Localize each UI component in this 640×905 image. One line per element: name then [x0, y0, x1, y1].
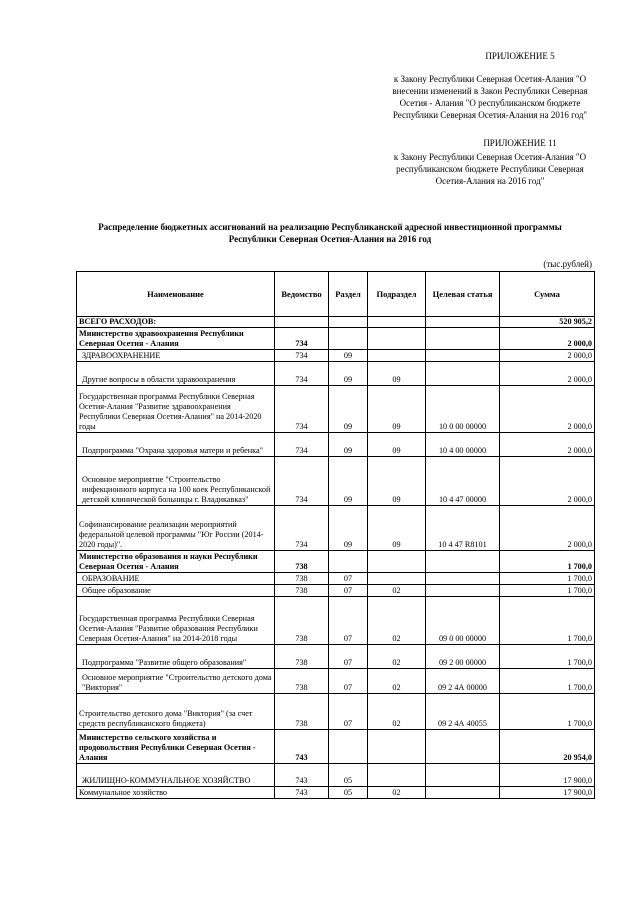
cell-subsection: 02: [368, 597, 426, 645]
appendix-5-line: Осетия - Алания "О республиканском бюджете: [399, 98, 581, 108]
cell-sum: 17 900,0: [500, 787, 595, 799]
cell-subsection: [368, 328, 426, 350]
table-row: [77, 645, 595, 669]
cell-dept: 734: [275, 506, 329, 551]
document-title: [70, 221, 590, 245]
cell-sum: 2 000,0: [500, 328, 595, 350]
cell-target: [426, 585, 500, 597]
cell-sum: 1 700,0: [500, 573, 595, 585]
cell-section: [329, 551, 368, 573]
cell-sum: 2 000,0: [500, 362, 595, 386]
table-row: [77, 730, 595, 764]
table-row: [77, 585, 595, 597]
cell-sum: 1 700,0: [500, 585, 595, 597]
cell-dept: 734: [275, 457, 329, 506]
table-header-row: [77, 272, 595, 317]
appendix-5-line: внесении изменений в Закон Республики Северная: [392, 86, 588, 96]
appendix-11-line: Осетия-Алания на 2016 год": [435, 176, 545, 186]
cell-name: ЖИЛИЩНО-КОММУНАЛЬНОЕ ХОЗЯЙСТВО: [77, 764, 275, 787]
cell-dept: 743: [275, 730, 329, 764]
cell-subsection: 09: [368, 457, 426, 506]
cell-name: Государственная программа Республики Северная Осетия-Алания "Развитие образования Республики Северная Осетия-Алания" на 2014-2018 годы: [77, 597, 275, 645]
cell-sum: 2 000,0: [500, 506, 595, 551]
cell-name: Государственная программа Республики Северная Осетия-Алания "Развитие здравоохранения Республики Северная Осетия-Алания" на 2014-2020 годы: [77, 386, 275, 433]
cell-target: 09 2 4А 40055: [426, 694, 500, 730]
appendix-5-line: к Закону Республики Северная Осетия-Алания "О: [393, 74, 587, 84]
cell-section: 07: [329, 645, 368, 669]
cell-target: 10 4 47 R8101: [426, 506, 500, 551]
cell-target: 09 2 4А 00000: [426, 669, 500, 694]
table-row: [77, 386, 595, 433]
table-row: [77, 764, 595, 787]
appendix-5-title: ПРИЛОЖЕНИЕ 5: [485, 51, 555, 61]
cell-name: Общее образование: [77, 585, 275, 597]
header-name: Наименование: [77, 272, 275, 317]
appendix-11-line: к Закону Республики Северная Осетия-Алания "О: [393, 152, 587, 162]
cell-target: [426, 350, 500, 362]
cell-dept: [275, 317, 329, 328]
header-sum: Сумма: [500, 272, 595, 317]
table-row: [77, 573, 595, 585]
header-section: Раздел: [329, 272, 368, 317]
cell-subsection: [368, 764, 426, 787]
cell-section: 07: [329, 694, 368, 730]
cell-sum: 2 000,0: [500, 350, 595, 362]
cell-subsection: 02: [368, 787, 426, 799]
cell-target: [426, 551, 500, 573]
cell-sum: 17 900,0: [500, 764, 595, 787]
units-label: (тыс.рублей): [543, 259, 592, 269]
cell-sum: 1 700,0: [500, 669, 595, 694]
cell-name: Министерство здравоохранения Республики Северная Осетия - Алания: [77, 328, 275, 350]
cell-target: 09 2 00 00000: [426, 645, 500, 669]
cell-name: Подпрограмма "Развитие общего образования": [77, 645, 275, 669]
appendix-5-block: [360, 50, 620, 121]
cell-dept: 738: [275, 645, 329, 669]
cell-target: [426, 362, 500, 386]
cell-target: 10 0 00 00000: [426, 386, 500, 433]
cell-dept: 738: [275, 694, 329, 730]
cell-dept: 738: [275, 573, 329, 585]
cell-section: 07: [329, 597, 368, 645]
table-row: [77, 328, 595, 350]
cell-dept: 734: [275, 328, 329, 350]
cell-name: Софинансирование реализации мероприятий федеральной целевой программы "Юг России (2014-2020 годы)".: [77, 506, 275, 551]
cell-target: [426, 730, 500, 764]
cell-sum: 2 000,0: [500, 433, 595, 457]
table-row: [77, 433, 595, 457]
cell-sum: 20 954,0: [500, 730, 595, 764]
cell-name: ЗДРАВООХРАНЕНИЕ: [77, 350, 275, 362]
cell-target: [426, 573, 500, 585]
cell-name: Основное мероприятие "Строительство инфекционного корпуса на 100 коек Республиканской детской клинической больницы г. Владикавказ": [77, 457, 275, 506]
cell-subsection: [368, 730, 426, 764]
cell-sum: 1 700,0: [500, 694, 595, 730]
cell-sum: 2 000,0: [500, 457, 595, 506]
cell-section: 07: [329, 669, 368, 694]
cell-target: [426, 787, 500, 799]
cell-section: 05: [329, 764, 368, 787]
cell-dept: 738: [275, 597, 329, 645]
table-row: [77, 317, 595, 328]
cell-target: [426, 764, 500, 787]
cell-dept: 734: [275, 362, 329, 386]
cell-name: Строительство детского дома "Виктория" (за счет средств республиканского бюджета): [77, 694, 275, 730]
cell-name: Другие вопросы в области здравоохранения: [77, 362, 275, 386]
cell-section: 09: [329, 457, 368, 506]
cell-section: 09: [329, 362, 368, 386]
appendix-11-block: [360, 137, 620, 187]
cell-name: Подпрограмма "Охрана здоровья матери и ребенка": [77, 433, 275, 457]
cell-subsection: 02: [368, 694, 426, 730]
cell-dept: 738: [275, 669, 329, 694]
appendix-11-title: ПРИЛОЖЕНИЕ 11: [483, 138, 557, 148]
cell-subsection: [368, 551, 426, 573]
cell-subsection: 09: [368, 433, 426, 457]
cell-dept: 734: [275, 350, 329, 362]
document-title-line: Республики Северная Осетия-Алания на 2016 год: [228, 234, 432, 244]
cell-name: Министерство образования и науки Республики Северная Осетия - Алания: [77, 551, 275, 573]
cell-name: ВСЕГО РАСХОДОВ:: [77, 317, 275, 328]
table-row: [77, 551, 595, 573]
cell-section: 05: [329, 787, 368, 799]
cell-section: [329, 730, 368, 764]
cell-sum: 1 700,0: [500, 645, 595, 669]
cell-dept: 738: [275, 551, 329, 573]
cell-sum: 1 700,0: [500, 597, 595, 645]
table-row: [77, 669, 595, 694]
cell-subsection: 09: [368, 362, 426, 386]
header-subsection: Подраздел: [368, 272, 426, 317]
header-target: Целевая статья: [426, 272, 500, 317]
table-row: [77, 506, 595, 551]
cell-sum: 1 700,0: [500, 551, 595, 573]
cell-section: 07: [329, 573, 368, 585]
cell-sum: 520 905,2: [500, 317, 595, 328]
appendix-11-line: республиканском бюджете Республики Северная: [396, 164, 584, 174]
table-row: [77, 787, 595, 799]
cell-dept: 734: [275, 386, 329, 433]
cell-subsection: 09: [368, 506, 426, 551]
cell-dept: 738: [275, 585, 329, 597]
appendix-5-line: Республики Северная Осетия-Алания на 2016 год": [392, 110, 588, 120]
cell-subsection: [368, 573, 426, 585]
cell-name: Основное мероприятие "Строительство детского дома "Виктория": [77, 669, 275, 694]
budget-table: [76, 271, 595, 799]
cell-subsection: 09: [368, 386, 426, 433]
cell-section: [329, 328, 368, 350]
header-dept: Ведомство: [275, 272, 329, 317]
cell-target: 09 0 00 00000: [426, 597, 500, 645]
cell-target: [426, 328, 500, 350]
table-row: [77, 597, 595, 645]
cell-sum: 2 000,0: [500, 386, 595, 433]
cell-dept: 743: [275, 764, 329, 787]
cell-subsection: 02: [368, 645, 426, 669]
document-title-line: Распределение бюджетных ассигнований на реализацию Республиканской адресной инвестиционной программы: [98, 222, 562, 232]
cell-subsection: 02: [368, 585, 426, 597]
cell-subsection: [368, 350, 426, 362]
table-row: [77, 350, 595, 362]
cell-section: 07: [329, 585, 368, 597]
cell-target: 10 4 00 00000: [426, 433, 500, 457]
cell-dept: 743: [275, 787, 329, 799]
cell-target: 10 4 47 00000: [426, 457, 500, 506]
cell-section: 09: [329, 386, 368, 433]
cell-subsection: [368, 317, 426, 328]
cell-target: [426, 317, 500, 328]
table-row: [77, 362, 595, 386]
cell-section: 09: [329, 350, 368, 362]
table-row: [77, 457, 595, 506]
cell-subsection: 02: [368, 669, 426, 694]
cell-section: [329, 317, 368, 328]
cell-dept: 734: [275, 433, 329, 457]
cell-section: 09: [329, 433, 368, 457]
table-row: [77, 694, 595, 730]
cell-name: Коммунальное хозяйство: [77, 787, 275, 799]
cell-name: Министерство сельского хозяйства и продовольствия Республики Северная Осетия - Алания: [77, 730, 275, 764]
cell-section: 09: [329, 506, 368, 551]
cell-name: ОБРАЗОВАНИЕ: [77, 573, 275, 585]
